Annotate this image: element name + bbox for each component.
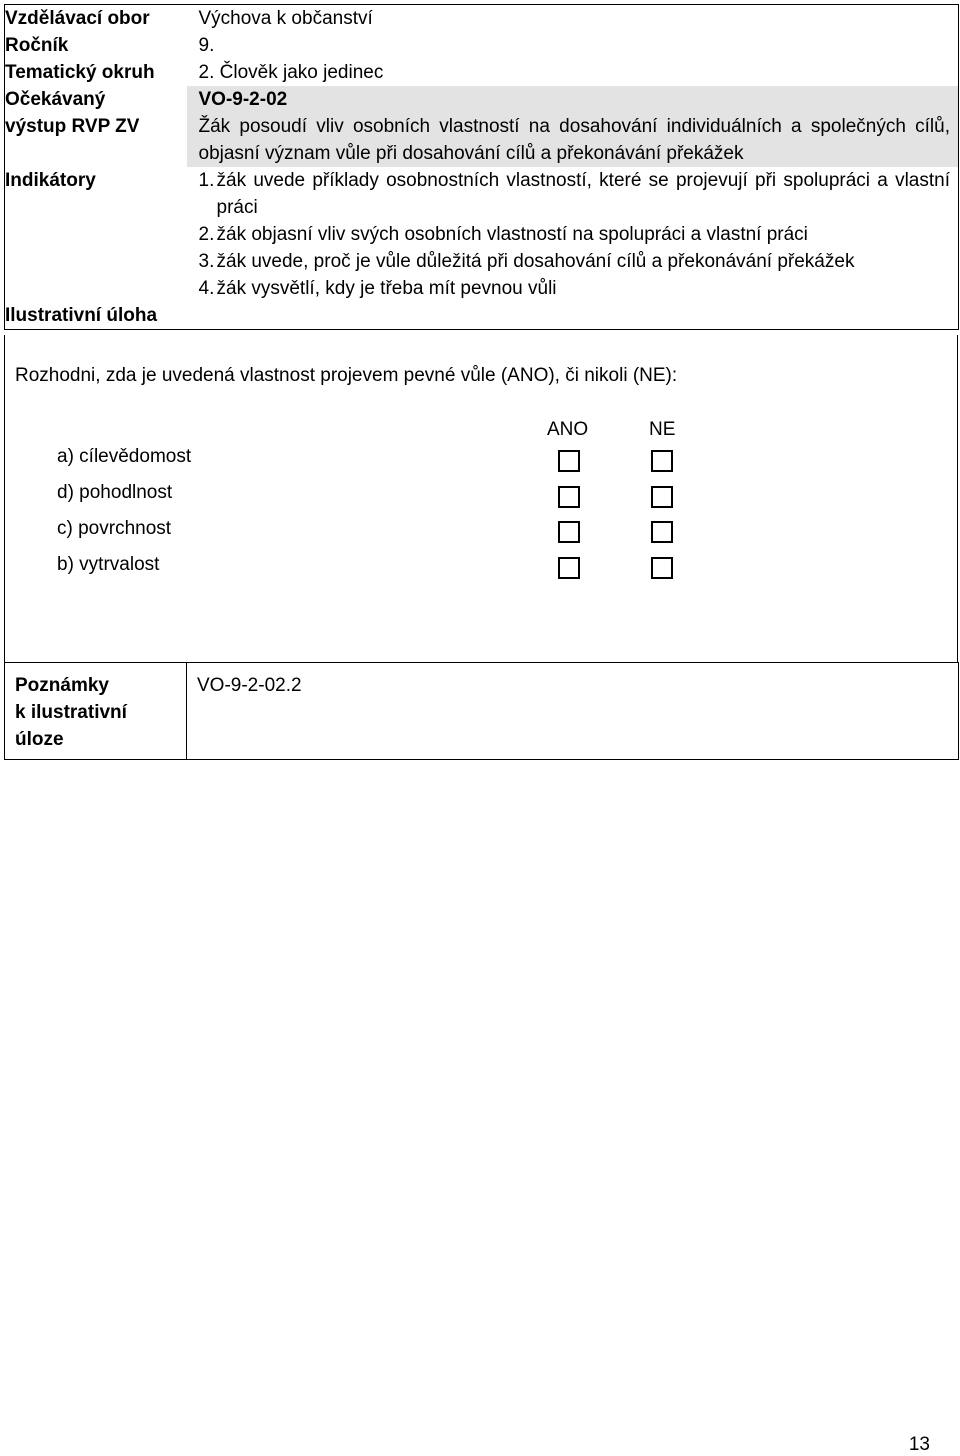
option-label-a: a) cílevědomost bbox=[57, 446, 192, 467]
indicator-number: 3. bbox=[198, 251, 215, 272]
indicator-item bbox=[189, 275, 951, 302]
label-indikatory: Indikátory bbox=[5, 167, 187, 302]
label-notes-line3: úloze bbox=[15, 729, 64, 750]
indicator-item bbox=[189, 248, 951, 275]
checkbox-ne-c[interactable] bbox=[651, 521, 673, 543]
value-notes: VO-9-2-02.2 bbox=[187, 663, 959, 760]
option-label-c: c) povrchnost bbox=[57, 518, 172, 539]
row-notes bbox=[5, 663, 959, 760]
indicator-text: žák uvede příklady osobnostních vlastností, které se projevují při spolupráci a vlastní práci bbox=[216, 170, 950, 218]
vystup-text: Žák posoudí vliv osobních vlastností na dosahování individuálních a společných cílů, objasní význam vůle při dosahování cílů a překonávání překážek bbox=[198, 116, 950, 164]
checkbox-ne-b[interactable] bbox=[651, 557, 673, 579]
indicator-item bbox=[189, 167, 951, 221]
indicator-text: žák objasní vliv svých osobních vlastností na spolupráci a vlastní práci bbox=[216, 224, 808, 245]
checkbox-ne-d[interactable] bbox=[651, 486, 673, 508]
indicator-number: 1. bbox=[198, 170, 215, 191]
row-vystup bbox=[5, 86, 959, 167]
column-header-ano: ANO bbox=[547, 419, 589, 440]
label-vystup-line2: výstup RVP ZV bbox=[5, 116, 140, 137]
label-notes bbox=[5, 663, 187, 760]
indicator-text: žák vysvětlí, kdy je třeba mít pevnou vůli bbox=[216, 278, 557, 299]
notes-table-wrapper bbox=[4, 662, 958, 760]
value-vystup bbox=[187, 86, 959, 167]
label-uloha: Ilustrativní úloha bbox=[5, 302, 959, 330]
checkbox-ano-a[interactable] bbox=[558, 450, 580, 472]
value-obor: Výchova k občanství bbox=[187, 5, 959, 33]
column-header-ne: NE bbox=[649, 419, 676, 440]
option-label-d: d) pohodlnost bbox=[57, 482, 173, 503]
vystup-code: VO-9-2-02 bbox=[198, 89, 288, 110]
checkbox-ano-c[interactable] bbox=[558, 521, 580, 543]
header-table-wrapper bbox=[4, 4, 958, 330]
indicator-item bbox=[189, 221, 951, 248]
label-notes-line2: k ilustrativní bbox=[15, 702, 127, 723]
label-obor: Vzdělávací obor bbox=[5, 5, 187, 33]
indicator-list bbox=[189, 167, 951, 302]
checkbox-ano-d[interactable] bbox=[558, 486, 580, 508]
label-notes-line1: Poznámky bbox=[15, 675, 109, 696]
checkbox-ne-a[interactable] bbox=[651, 450, 673, 472]
label-rocnik: Ročník bbox=[5, 32, 187, 59]
row-uloha bbox=[5, 302, 959, 330]
row-okruh bbox=[5, 59, 959, 86]
value-indikatory bbox=[187, 167, 959, 302]
row-indikatory bbox=[5, 167, 959, 302]
label-vystup-line1: Očekávaný bbox=[5, 89, 106, 110]
value-okruh: 2. Člověk jako jedinec bbox=[187, 59, 959, 86]
option-label-b: b) vytrvalost bbox=[57, 554, 160, 575]
task-instruction: Rozhodni, zda je uvedená vlastnost projevem pevné vůle (ANO), či nikoli (NE): bbox=[15, 365, 678, 386]
indicator-number: 4. bbox=[198, 278, 215, 299]
header-table bbox=[4, 4, 959, 330]
indicator-text: žák uvede, proč je vůle důležitá při dosahování cílů a překonávání překážek bbox=[216, 251, 855, 272]
value-rocnik: 9. bbox=[187, 32, 959, 59]
row-obor bbox=[5, 5, 959, 33]
notes-table bbox=[4, 662, 959, 760]
indicator-number: 2. bbox=[198, 224, 215, 245]
label-okruh: Tematický okruh bbox=[5, 59, 187, 86]
label-vystup bbox=[5, 86, 187, 167]
page-number: 13 bbox=[908, 1434, 930, 1455]
checkbox-ano-b[interactable] bbox=[558, 557, 580, 579]
row-rocnik bbox=[5, 32, 959, 59]
